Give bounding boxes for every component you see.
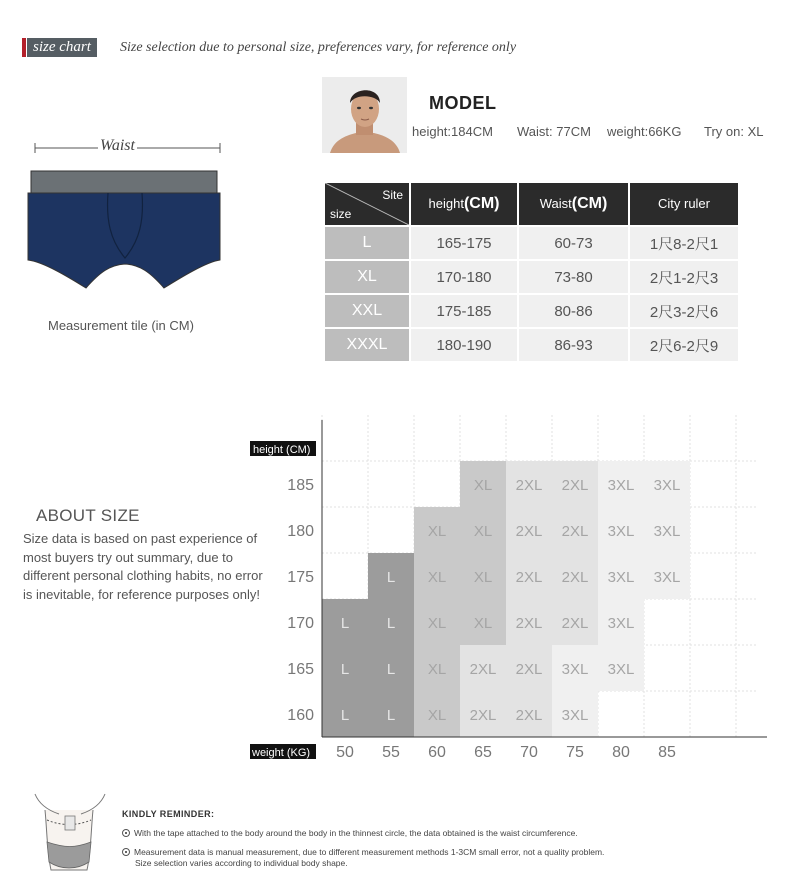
height-cell: 175-185 — [411, 295, 517, 327]
table-row — [325, 261, 738, 293]
size-table — [323, 181, 740, 363]
height-cell: 165-175 — [411, 227, 517, 259]
size-cell-label: L — [340, 615, 350, 632]
size-cell-label: XL — [427, 661, 447, 678]
model-weight: weight:66KG — [607, 124, 682, 139]
x-tick-label: 70 — [520, 744, 538, 760]
briefs-body — [28, 193, 220, 288]
size-cell-label: 2XL — [515, 477, 543, 494]
size-cell-label: L — [340, 661, 350, 678]
y-axis-title: height (CM) — [253, 444, 311, 456]
corner-top-label: Site — [382, 188, 403, 202]
y-tick-label: 160 — [287, 707, 314, 724]
size-cell-label: 3XL — [607, 661, 635, 678]
y-tick-label: 165 — [287, 661, 314, 678]
waist-cell: 60-73 — [519, 227, 628, 259]
size-cell-label: 3XL — [561, 661, 589, 678]
waistband — [31, 171, 217, 193]
reminder-item: Measurement data is manual measurement, due to different measurement methods 1-3CM small error, not a quality problem. — [122, 847, 762, 858]
x-tick-label: 80 — [612, 744, 630, 760]
size-cell-label: 3XL — [607, 615, 635, 632]
table-row — [325, 227, 738, 259]
size-cell-label: 2XL — [561, 569, 589, 586]
size-cell-label: 2XL — [515, 615, 543, 632]
size-grid-chart — [240, 415, 775, 760]
size-cell-label: 3XL — [561, 707, 589, 724]
height-cell: 170-180 — [411, 261, 517, 293]
size-cell-label: 2XL — [561, 523, 589, 540]
size-cell-label: L — [386, 615, 396, 632]
waist-label: Waist — [100, 137, 135, 154]
size-cell-label: 2XL — [515, 569, 543, 586]
x-tick-label: 75 — [566, 744, 584, 760]
model-height: height:184CM — [412, 124, 493, 139]
model-photo — [322, 77, 407, 153]
size-cell-label: 2XL — [469, 661, 497, 678]
y-tick-label: 185 — [287, 477, 314, 494]
reminder-title: KINDLY REMINDER: — [122, 809, 215, 819]
size-cell-label: L — [386, 707, 396, 724]
page-title: size chart — [27, 38, 97, 57]
size-cell-label: 3XL — [607, 523, 635, 540]
x-tick-label: 50 — [336, 744, 354, 760]
size-cell-label: XL — [427, 523, 447, 540]
page-subtitle: Size selection due to personal size, preferences vary, for reference only — [120, 40, 517, 55]
table-row — [325, 329, 738, 361]
table-corner-cell — [325, 183, 409, 225]
column-header-height: height(CM) — [411, 183, 517, 225]
size-cell-label: 2XL — [561, 477, 589, 494]
size-cell-label: 3XL — [607, 569, 635, 586]
ruler-cell: 1尺8-2尺1 — [630, 227, 738, 259]
size-cell-label: XL — [427, 707, 447, 724]
bullet-icon — [122, 829, 130, 837]
briefs-illustration — [20, 140, 230, 300]
ruler-cell: 2尺3-2尺6 — [630, 295, 738, 327]
bullet-icon — [122, 848, 130, 856]
column-header-ruler: City ruler — [630, 183, 738, 225]
size-cell-label: 2XL — [515, 707, 543, 724]
size-cell: XXXL — [325, 329, 409, 361]
y-tick-label: 175 — [287, 569, 314, 586]
x-tick-label: 60 — [428, 744, 446, 760]
about-title: ABOUT SIZE — [36, 506, 140, 525]
size-cell-label: XL — [427, 569, 447, 586]
size-cell-label: 2XL — [469, 707, 497, 724]
x-tick-label: 65 — [474, 744, 492, 760]
size-cell-label: 3XL — [653, 523, 681, 540]
size-cell: XXL — [325, 295, 409, 327]
ruler-cell: 2尺6-2尺9 — [630, 329, 738, 361]
x-tick-label: 55 — [382, 744, 400, 760]
ruler-cell: 2尺1-2尺3 — [630, 261, 738, 293]
measurement-label: Measurement tile (in CM) — [48, 318, 194, 333]
size-cell-label: XL — [473, 523, 493, 540]
size-cell-label: XL — [473, 569, 493, 586]
size-cell-label: XL — [473, 615, 493, 632]
about-text: Size data is based on past experience of most buyers try out summary, due to different personal clothing habits, no error is inevitable, for reference purposes only! — [23, 531, 263, 602]
x-tick-label: 85 — [658, 744, 676, 760]
size-cell-label: L — [386, 661, 396, 678]
size-cell-label: L — [340, 707, 350, 724]
size-cell-label: 2XL — [561, 615, 589, 632]
size-cell-label: L — [386, 569, 396, 586]
size-cell-label: 3XL — [653, 569, 681, 586]
model-try-on: Try on: XL — [704, 124, 764, 139]
size-cell-label: 3XL — [607, 477, 635, 494]
model-waist: Waist: 77CM — [517, 124, 591, 139]
model-title: MODEL — [429, 93, 497, 113]
reminder-item: With the tape attached to the body around the body in the thinnest circle, the data obtained is the waist circumference. — [122, 828, 762, 839]
corner-bottom-label: size — [330, 207, 352, 221]
x-axis-title: weight (KG) — [252, 747, 311, 759]
size-cell-label: 2XL — [515, 661, 543, 678]
size-cell: XL — [325, 261, 409, 293]
size-cell: L — [325, 227, 409, 259]
y-tick-label: 170 — [287, 615, 314, 632]
column-header-waist: Waist(CM) — [519, 183, 628, 225]
waist-cell: 73-80 — [519, 261, 628, 293]
waist-cell: 80-86 — [519, 295, 628, 327]
reminder-item: Size selection varies according to individual body shape. — [135, 858, 348, 868]
size-cell-label: 2XL — [515, 523, 543, 540]
height-cell: 180-190 — [411, 329, 517, 361]
header-accent-bar — [22, 38, 26, 57]
size-table-header — [325, 183, 738, 225]
waist-measure-icon — [25, 790, 115, 872]
waist-cell: 86-93 — [519, 329, 628, 361]
y-tick-label: 180 — [287, 523, 314, 540]
size-cell-label: 3XL — [653, 477, 681, 494]
size-cell-label: XL — [427, 615, 447, 632]
table-row — [325, 295, 738, 327]
size-cell-label: XL — [473, 477, 493, 494]
